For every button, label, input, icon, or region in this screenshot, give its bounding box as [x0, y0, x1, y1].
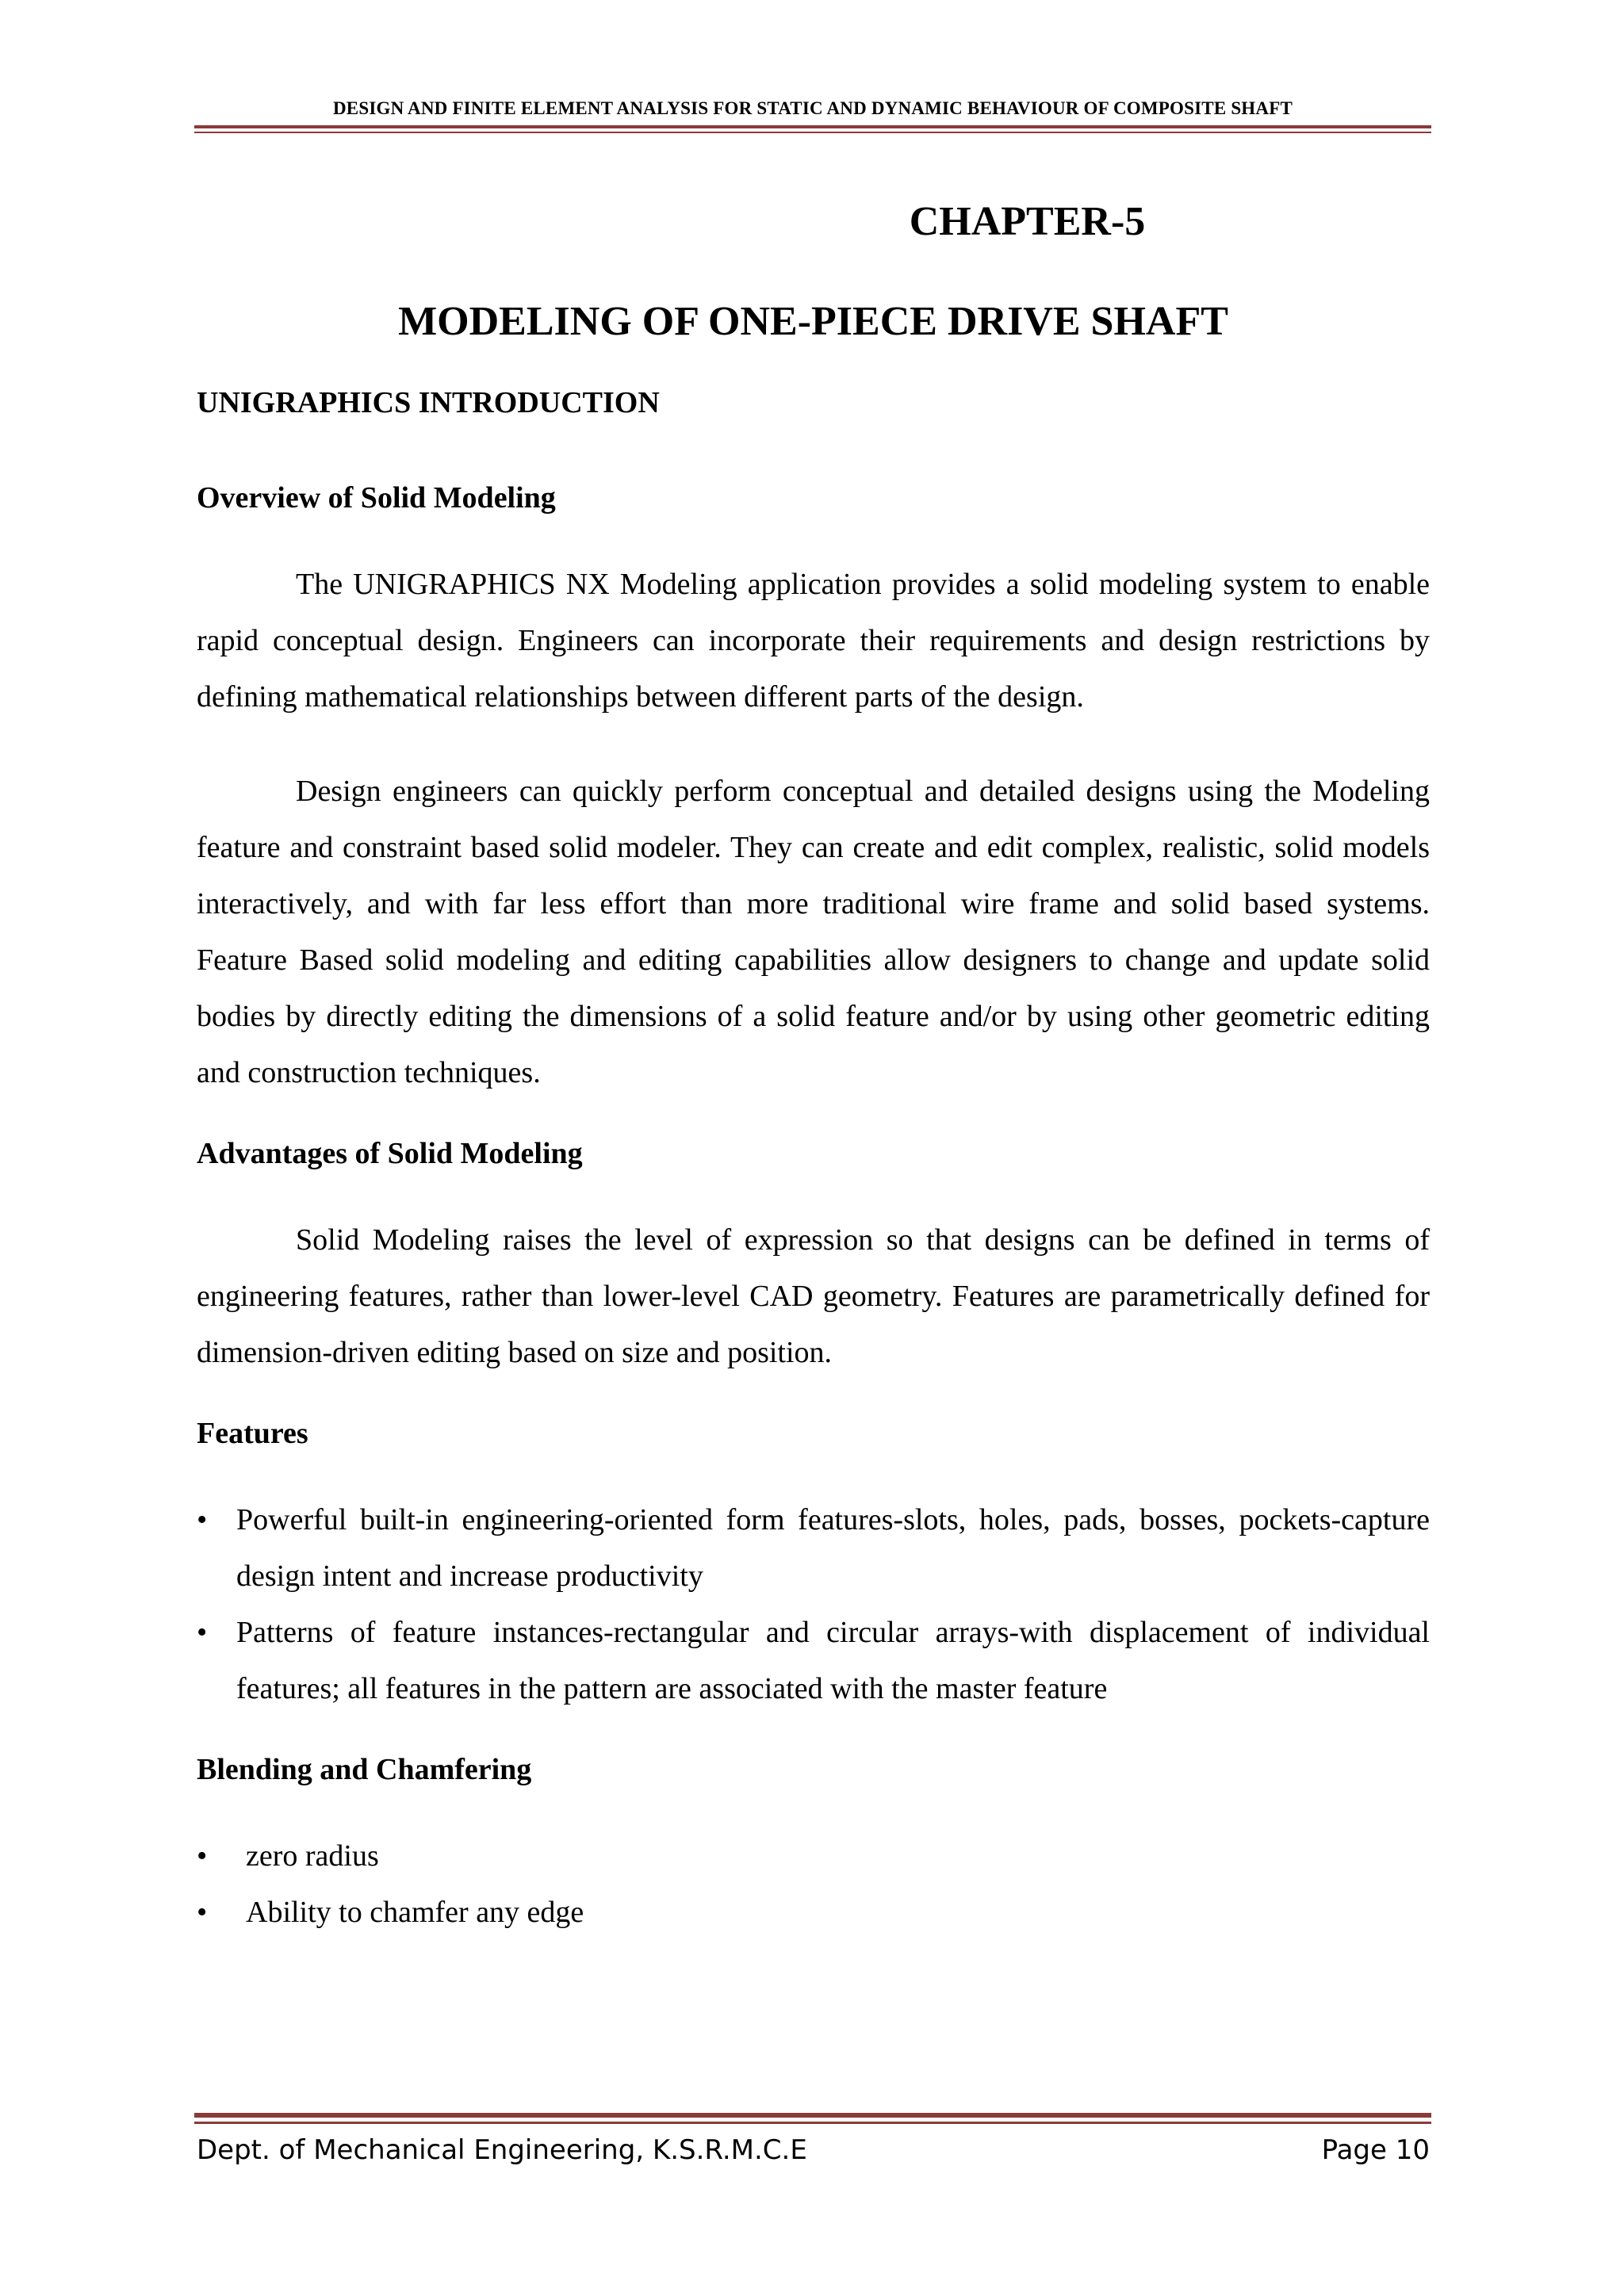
list-item: • Patterns of feature instances-rectangular and circular arrays-with displacement of individual features; all features in the pattern are associated with the master feature [197, 1605, 1430, 1717]
list-item: • Powerful built-in engineering-oriented form features-slots, holes, pads, bosses, pockets-capture design intent and increase productivity [197, 1492, 1430, 1605]
blending-heading: Blending and Chamfering [197, 1753, 532, 1786]
chapter-title: MODELING OF ONE-PIECE DRIVE SHAFT [398, 299, 1228, 344]
overview-paragraph-1: The UNIGRAPHICS NX Modeling application provides a solid modeling system to enable rapid conceptual design. Engineers can incorporate their requirements and design restrictions by defining mathematical relationships between different parts of the design. [197, 568, 1430, 714]
chapter-number: CHAPTER-5 [909, 199, 1146, 244]
blending-list [197, 1828, 1430, 1941]
list-item: • zero radius [197, 1828, 1430, 1885]
overview-heading: Overview of Solid Modeling [197, 481, 556, 515]
footer-rule [194, 2113, 1431, 2124]
page-number: Page 10 [1321, 2134, 1430, 2166]
overview-paragraph-2: Design engineers can quickly perform conceptual and detailed designs using the Modeling feature and constraint based solid modeler. They can create and edit complex, realistic, solid models interactively, and with far less effort than more traditional wire frame and solid based systems. Feature Based solid modeling and editing capabilities allow designers to change and update solid bodies by directly editing the dimensions of a solid feature and/or by using other geometric editing and construction techniques. [197, 775, 1430, 1089]
page-content [197, 198, 1430, 1941]
footer-department: Dept. of Mechanical Engineering, K.S.R.M.C.E [197, 2134, 807, 2166]
features-list [197, 1492, 1430, 1717]
section-title: UNIGRAPHICS INTRODUCTION [197, 386, 660, 419]
list-item: • Ability to chamfer any edge [197, 1885, 1430, 1941]
running-header: DESIGN AND FINITE ELEMENT ANALYSIS FOR STATIC AND DYNAMIC BEHAVIOUR OF COMPOSITE SHAFT [332, 98, 1293, 118]
features-heading: Features [197, 1417, 308, 1450]
advantages-paragraph: Solid Modeling raises the level of expression so that designs can be defined in terms of engineering features, rather than lower-level CAD geometry. Features are parametrically defined for dimension-driven editing based on size and position. [197, 1223, 1430, 1369]
advantages-heading: Advantages of Solid Modeling [197, 1137, 583, 1170]
header-rule [194, 125, 1431, 133]
